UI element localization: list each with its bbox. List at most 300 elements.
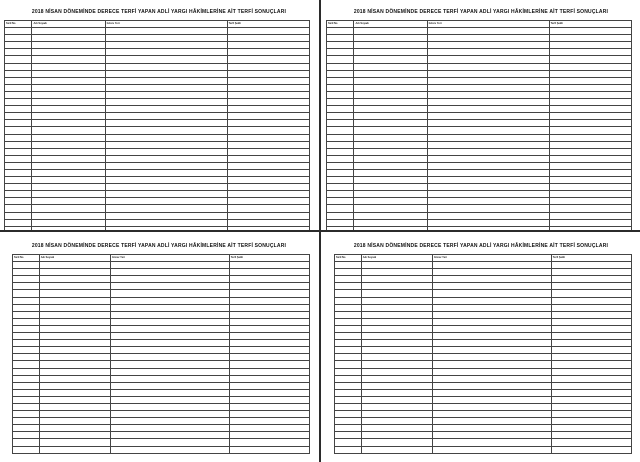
table-row — [327, 84, 632, 91]
table-cell — [105, 184, 227, 191]
table-cell — [13, 262, 40, 269]
table-cell — [354, 106, 427, 113]
table-cell — [5, 77, 32, 84]
table-cell — [32, 49, 105, 56]
table-cell — [227, 91, 309, 98]
table-row — [13, 333, 310, 340]
table-cell — [229, 304, 309, 311]
table-cell — [551, 283, 631, 290]
table-cell — [110, 325, 229, 332]
table-cell — [32, 155, 105, 162]
table-cell — [227, 42, 309, 49]
table-row — [335, 276, 632, 283]
table-cell — [551, 361, 631, 368]
table-cell — [13, 411, 40, 418]
table-cell — [335, 425, 362, 432]
table-cell — [5, 184, 32, 191]
table-cell — [105, 177, 227, 184]
table-cell — [227, 191, 309, 198]
table-row — [13, 340, 310, 347]
table-cell — [427, 127, 549, 134]
table-cell — [39, 262, 110, 269]
table-cell — [39, 368, 110, 375]
table-cell — [551, 354, 631, 361]
table-cell — [551, 396, 631, 403]
table-cell — [549, 219, 631, 226]
table-cell — [13, 276, 40, 283]
table-row — [13, 262, 310, 269]
table-cell — [551, 347, 631, 354]
table-cell — [229, 269, 309, 276]
table-cell — [335, 311, 362, 318]
table-row — [5, 49, 310, 56]
table-cell — [432, 425, 551, 432]
table-cell — [229, 361, 309, 368]
document-page-top-right — [322, 0, 640, 230]
table-cell — [354, 56, 427, 63]
table-cell — [32, 162, 105, 169]
table-cell — [354, 191, 427, 198]
table-cell — [39, 403, 110, 410]
table-cell — [32, 169, 105, 176]
table-cell — [335, 297, 362, 304]
table-row — [327, 148, 632, 155]
page-title: 2018 NİSAN DÖNEMİNDE DERECE TERFİ YAPAN ADLİ YARGI HÂKİMLERİNE AİT TERFİ SONUÇLARI — [31, 243, 287, 249]
table-cell — [110, 333, 229, 340]
table-cell — [229, 311, 309, 318]
table-row — [13, 290, 310, 297]
table-cell — [229, 389, 309, 396]
table-cell — [427, 169, 549, 176]
table-row — [335, 368, 632, 375]
table-row — [13, 318, 310, 325]
table-cell — [432, 432, 551, 439]
table-cell — [549, 212, 631, 219]
table-cell — [229, 297, 309, 304]
table-row — [5, 42, 310, 49]
table-cell — [354, 162, 427, 169]
table-cell — [227, 63, 309, 70]
table-row — [327, 63, 632, 70]
table-cell — [229, 382, 309, 389]
table-cell — [327, 191, 354, 198]
table-cell — [5, 120, 32, 127]
table-row — [13, 325, 310, 332]
table-cell — [229, 368, 309, 375]
table-row — [13, 403, 310, 410]
table-cell — [335, 354, 362, 361]
table-cell — [327, 148, 354, 155]
table-row — [13, 375, 310, 382]
table-cell — [327, 120, 354, 127]
table-cell — [110, 396, 229, 403]
document-page-bottom-right — [322, 232, 640, 462]
table-cell — [432, 311, 551, 318]
table-cell — [229, 403, 309, 410]
table-cell — [354, 42, 427, 49]
table-cell — [427, 49, 549, 56]
table-cell — [13, 396, 40, 403]
table-cell — [551, 333, 631, 340]
table-cell — [327, 113, 354, 120]
table-cell — [549, 49, 631, 56]
table-cell — [39, 375, 110, 382]
table-cell — [327, 219, 354, 226]
table-cell — [361, 269, 432, 276]
table-cell — [551, 446, 631, 453]
table-cell — [327, 70, 354, 77]
table-cell — [13, 418, 40, 425]
table-row — [335, 318, 632, 325]
table-cell — [32, 219, 105, 226]
table-cell — [39, 361, 110, 368]
table-cell — [327, 212, 354, 219]
table-cell — [110, 311, 229, 318]
table-cell — [227, 106, 309, 113]
table-cell — [13, 446, 40, 453]
table-cell — [5, 113, 32, 120]
table-row — [5, 99, 310, 106]
table-cell — [432, 368, 551, 375]
table-row — [5, 120, 310, 127]
table-cell — [110, 318, 229, 325]
table-cell — [39, 290, 110, 297]
table-cell — [13, 333, 40, 340]
table-cell — [105, 198, 227, 205]
table-cell — [5, 63, 32, 70]
table-cell — [105, 155, 227, 162]
table-cell — [432, 389, 551, 396]
table-cell — [361, 276, 432, 283]
table-cell — [105, 42, 227, 49]
table-cell — [427, 184, 549, 191]
table-cell — [432, 446, 551, 453]
table-cell — [227, 184, 309, 191]
table-cell — [361, 361, 432, 368]
table-cell — [229, 439, 309, 446]
table-cell — [427, 148, 549, 155]
table-cell — [5, 148, 32, 155]
table-cell — [5, 191, 32, 198]
column-header: Adı Soyadı — [39, 255, 110, 262]
table-row — [335, 262, 632, 269]
table-cell — [551, 439, 631, 446]
table-cell — [32, 70, 105, 77]
table-cell — [32, 99, 105, 106]
table-row — [327, 106, 632, 113]
table-cell — [229, 425, 309, 432]
table-cell — [361, 389, 432, 396]
table-cell — [327, 49, 354, 56]
table-cell — [432, 411, 551, 418]
table-cell — [549, 226, 631, 230]
table-cell — [105, 148, 227, 155]
table-row — [13, 411, 310, 418]
table-cell — [105, 35, 227, 42]
table-row — [327, 226, 632, 230]
table-cell — [427, 42, 549, 49]
table-row — [335, 389, 632, 396]
table-cell — [354, 134, 427, 141]
table-cell — [427, 191, 549, 198]
table-cell — [105, 99, 227, 106]
column-header: Terfi Şekli — [549, 21, 631, 28]
table-cell — [39, 340, 110, 347]
table-cell — [229, 325, 309, 332]
table-cell — [227, 226, 309, 230]
table-cell — [229, 354, 309, 361]
table-row — [327, 169, 632, 176]
table-cell — [549, 120, 631, 127]
table-cell — [39, 411, 110, 418]
table-cell — [354, 113, 427, 120]
table-cell — [361, 311, 432, 318]
table-cell — [432, 382, 551, 389]
table-row — [335, 382, 632, 389]
table-row — [13, 439, 310, 446]
table-cell — [227, 212, 309, 219]
table-cell — [229, 396, 309, 403]
table-cell — [13, 425, 40, 432]
table-cell — [427, 63, 549, 70]
table-row — [13, 432, 310, 439]
table-cell — [327, 84, 354, 91]
table-cell — [110, 375, 229, 382]
table-cell — [335, 368, 362, 375]
table-cell — [549, 127, 631, 134]
table-cell — [13, 290, 40, 297]
table-cell — [549, 162, 631, 169]
table-cell — [105, 91, 227, 98]
table-cell — [432, 283, 551, 290]
table-cell — [354, 91, 427, 98]
table-cell — [551, 425, 631, 432]
document-page-top-left — [0, 0, 318, 230]
table-cell — [361, 418, 432, 425]
column-header: Görev Yeri — [432, 255, 551, 262]
table-cell — [110, 290, 229, 297]
column-header: Terfi Şekli — [227, 21, 309, 28]
table-cell — [549, 134, 631, 141]
table-cell — [13, 347, 40, 354]
table-cell — [361, 446, 432, 453]
table-cell — [229, 340, 309, 347]
table-cell — [110, 361, 229, 368]
table-cell — [551, 389, 631, 396]
table-row — [5, 70, 310, 77]
table-cell — [32, 113, 105, 120]
page-title: 2018 NİSAN DÖNEMİNDE DERECE TERFİ YAPAN ADLİ YARGI HÂKİMLERİNE AİT TERFİ SONUÇLARI — [353, 243, 609, 249]
table-cell — [5, 198, 32, 205]
table-cell — [110, 425, 229, 432]
table-row — [327, 198, 632, 205]
table-cell — [32, 226, 105, 230]
table-row — [5, 226, 310, 230]
table-row — [327, 28, 632, 35]
table-cell — [361, 297, 432, 304]
table-row — [5, 35, 310, 42]
table-row — [5, 28, 310, 35]
table-cell — [39, 283, 110, 290]
table-row — [335, 375, 632, 382]
table-cell — [229, 411, 309, 418]
table-row — [327, 162, 632, 169]
table-cell — [354, 70, 427, 77]
table-cell — [335, 375, 362, 382]
table-row — [327, 219, 632, 226]
table-cell — [32, 28, 105, 35]
table-row — [5, 169, 310, 176]
table-cell — [39, 325, 110, 332]
column-header: Terfi Şekli — [229, 255, 309, 262]
table-cell — [327, 169, 354, 176]
table-cell — [32, 198, 105, 205]
table-cell — [549, 148, 631, 155]
table-cell — [354, 205, 427, 212]
table-cell — [327, 28, 354, 35]
table-cell — [110, 276, 229, 283]
table-cell — [5, 28, 32, 35]
table-cell — [549, 191, 631, 198]
table-cell — [432, 354, 551, 361]
table-cell — [335, 382, 362, 389]
table-cell — [551, 432, 631, 439]
table-cell — [354, 49, 427, 56]
table-row — [327, 212, 632, 219]
table-cell — [551, 269, 631, 276]
column-header: Sicil No — [327, 21, 354, 28]
table-cell — [5, 127, 32, 134]
table-cell — [110, 262, 229, 269]
table-cell — [227, 77, 309, 84]
table-cell — [549, 169, 631, 176]
table-cell — [39, 354, 110, 361]
table-row — [335, 403, 632, 410]
table-row — [5, 148, 310, 155]
table-cell — [229, 418, 309, 425]
table-row — [13, 418, 310, 425]
table-cell — [549, 177, 631, 184]
table-cell — [354, 120, 427, 127]
table-cell — [432, 347, 551, 354]
table-row — [13, 297, 310, 304]
table-row — [5, 63, 310, 70]
table-row — [335, 304, 632, 311]
table-cell — [105, 134, 227, 141]
table-cell — [110, 368, 229, 375]
table-cell — [32, 63, 105, 70]
table-cell — [432, 290, 551, 297]
table-cell — [229, 347, 309, 354]
table-cell — [39, 276, 110, 283]
table-cell — [551, 368, 631, 375]
table-cell — [227, 84, 309, 91]
table-cell — [354, 148, 427, 155]
table-cell — [427, 106, 549, 113]
table-row — [335, 361, 632, 368]
table-cell — [427, 120, 549, 127]
table-cell — [427, 113, 549, 120]
table-cell — [335, 446, 362, 453]
table-cell — [551, 311, 631, 318]
table-cell — [229, 333, 309, 340]
table-cell — [227, 162, 309, 169]
table-cell — [327, 91, 354, 98]
table-cell — [5, 219, 32, 226]
table-cell — [551, 382, 631, 389]
table-cell — [227, 35, 309, 42]
table-cell — [427, 155, 549, 162]
table-cell — [13, 403, 40, 410]
table-cell — [227, 205, 309, 212]
table-cell — [13, 340, 40, 347]
column-header: Sicil No — [13, 255, 40, 262]
table-cell — [32, 177, 105, 184]
table-cell — [432, 439, 551, 446]
table-cell — [427, 162, 549, 169]
table-cell — [5, 134, 32, 141]
table-cell — [105, 77, 227, 84]
table-cell — [229, 262, 309, 269]
table-cell — [32, 35, 105, 42]
table-cell — [354, 77, 427, 84]
table-row — [335, 347, 632, 354]
table-row — [13, 269, 310, 276]
table-row — [13, 354, 310, 361]
table-cell — [105, 219, 227, 226]
table-row — [335, 333, 632, 340]
table-cell — [39, 432, 110, 439]
table-row — [327, 70, 632, 77]
table-cell — [105, 84, 227, 91]
table-cell — [335, 304, 362, 311]
table-cell — [551, 375, 631, 382]
table-cell — [361, 432, 432, 439]
table-cell — [105, 63, 227, 70]
table-cell — [361, 439, 432, 446]
table-cell — [361, 290, 432, 297]
table-cell — [327, 198, 354, 205]
table-cell — [427, 84, 549, 91]
table-cell — [5, 106, 32, 113]
table-row — [327, 191, 632, 198]
table-row — [327, 91, 632, 98]
table-cell — [229, 276, 309, 283]
table-cell — [549, 106, 631, 113]
table-cell — [551, 318, 631, 325]
table-cell — [361, 304, 432, 311]
table-cell — [427, 28, 549, 35]
table-row — [335, 354, 632, 361]
table-row — [13, 304, 310, 311]
table-cell — [335, 318, 362, 325]
table-row — [327, 113, 632, 120]
table-cell — [39, 382, 110, 389]
document-page-bottom-left — [0, 232, 318, 462]
table-cell — [551, 276, 631, 283]
table-cell — [361, 354, 432, 361]
table-cell — [39, 446, 110, 453]
table-cell — [13, 361, 40, 368]
table-cell — [32, 42, 105, 49]
table-row — [327, 177, 632, 184]
table-cell — [354, 155, 427, 162]
table-cell — [327, 177, 354, 184]
table-cell — [432, 403, 551, 410]
table-cell — [432, 304, 551, 311]
column-header: Görev Yeri — [105, 21, 227, 28]
table-cell — [327, 35, 354, 42]
